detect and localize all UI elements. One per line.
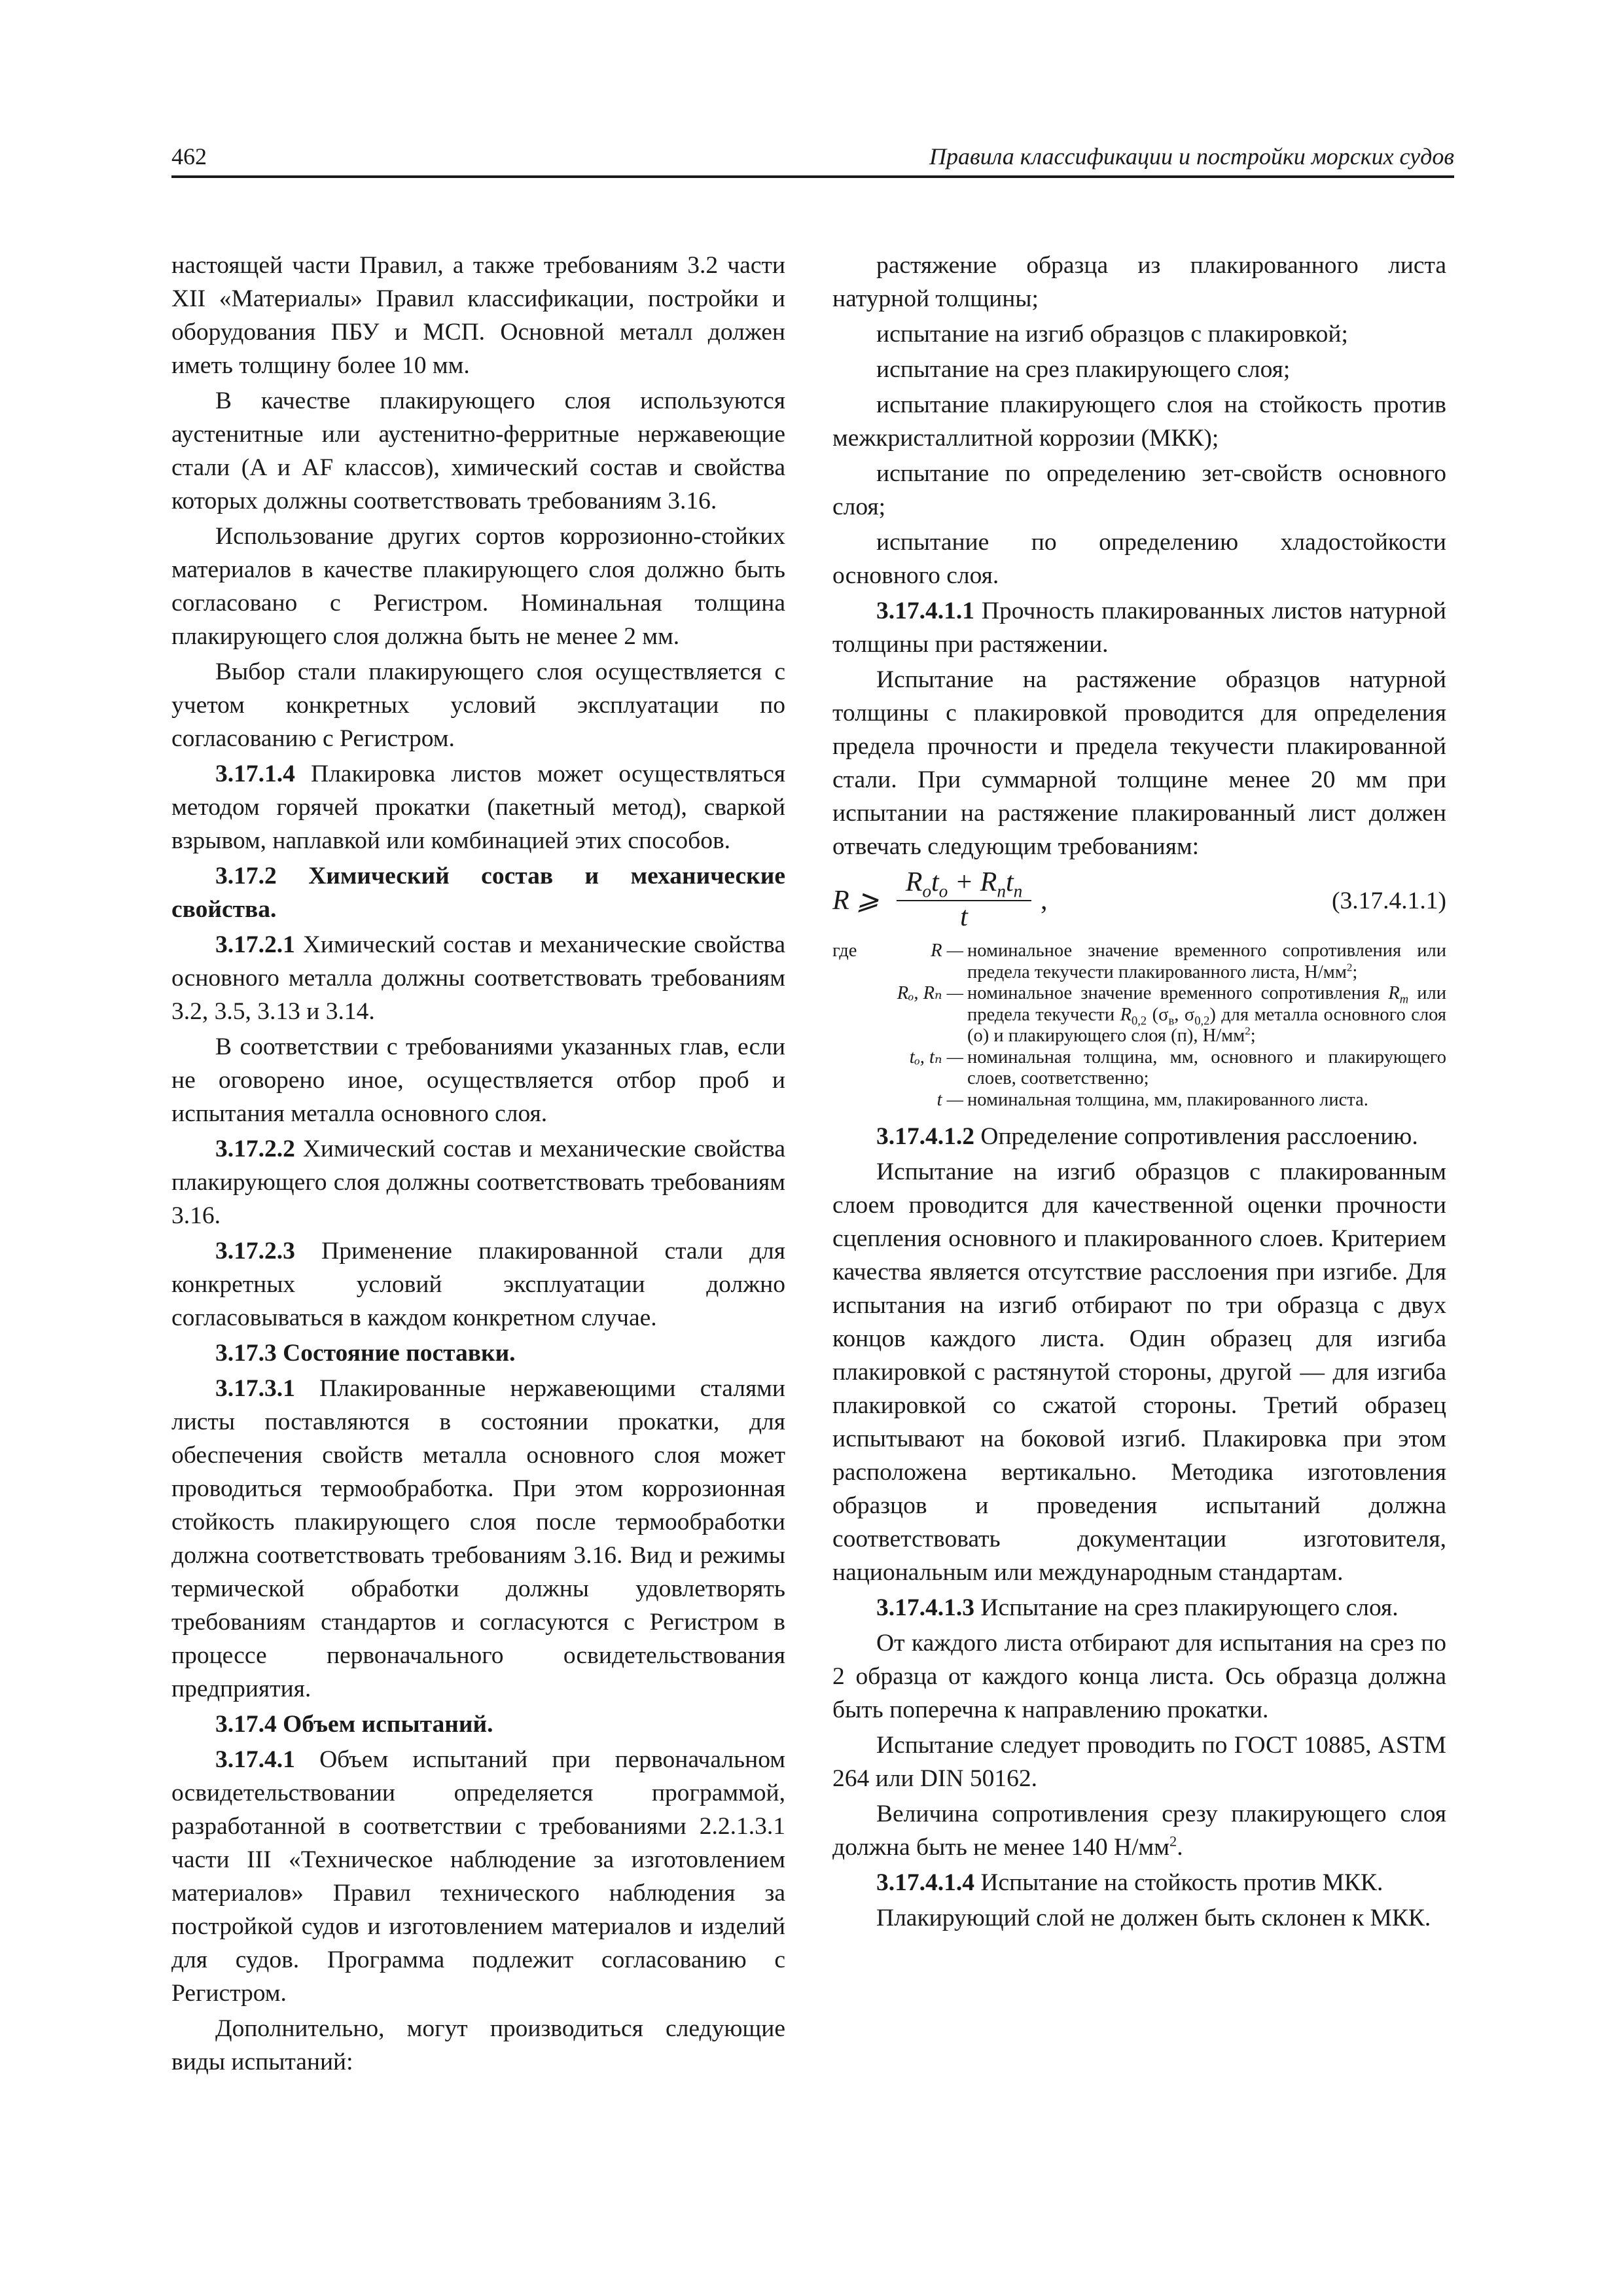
heading-3-17-4: 3.17.4 Объем испытаний. [215,1711,493,1738]
section-number: 3.17.4.1 [215,1746,295,1773]
paragraph: Плакирующий слой не должен быть склонен к МКК. [876,1905,1431,1931]
list-item: испытание плакирующего слоя на стойкость против межкристаллитной коррозии (МКК); [832,391,1446,452]
legend-text: номинальное значение временного сопротивления или предела текучести плакированного листа, $Н/мм^2$; [967,941,1446,982]
paragraph: Выбор стали плакирующего слоя осуществляется с учетом конкретных условий эксплуатации по согласованию с Регистром. [171,658,785,752]
section-3-17-4-1-3 [832,1591,1446,1624]
section-number: 3.17.2.3 [215,1238,295,1265]
section-number: 3.17.1.4 [215,761,295,787]
section-3-17-2-1 [171,928,785,1028]
list-item: испытание на срез плакирующего слоя; [876,356,1291,383]
section-number: 3.17.2.1 [215,931,295,958]
paragraph: Испытание на изгиб образцов с плакированным слоем проводится для качественной оценки прочности сцепления основного и плакированного слоев. Критерием качества является отсутствие расслоения при изгибе. Для испытания на изгиб отбирают по три образца с двух концов каждого листа. Один образец для изгиба плакировкой с растянутой стороны, другой — для изгиба плакировкой со сжатой стороны. Третий образец испытывают на боковой изгиб. Плакировка при этом расположена вертикально. Методика изготовления образцов и проведения испытаний должна соответствовать документации изготовителя, национальным или международным стандартам. [832,1158,1446,1586]
section-text: Плакированные нержавеющими сталями листы поставляются в состоянии прокатки, для обеспечения свойств металла основного слоя может проводиться термообработка. При этом коррозионная стойкость плакирующего слоя после термообработки должна соответствовать требованиям 3.16. Вид и режимы термической обработки должны удовлетворять требованиям стандартов и согласуются с Регистром в процессе первоначального освидетельствования предприятия. [171,1375,785,1702]
section-3-17-4-1 [171,1743,785,2010]
section-3-17-4-1-2 [832,1120,1446,1153]
legend-text: номинальная толщина, мм, плакированного листа. [967,1089,1368,1110]
paragraph: Испытание на растяжение образцов натурной толщины с плакировкой проводится для определения предела прочности и предела текучести плакированной стали. При суммарной толщине менее 20 мм при испытании на растяжение плакированный лист должен отвечать следующим требованиям: [832,666,1446,860]
paragraph: Испытание следует проводить по ГОСТ 10885, ASTM 264 или DIN 50162. [832,1732,1446,1792]
legend-symbol: R — [931,941,963,961]
legend-text: номинальная толщина, мм, основного и плакирующего слоев, соответственно; [967,1047,1446,1088]
formula-comma: , [1041,886,1048,916]
page-number: 462 [171,143,207,170]
formula-denominator: t [960,902,968,932]
paragraph: настоящей части Правил, а также требованиям 3.2 части XII «Материалы» Правил классификации, постройки и оборудования ПБУ и МСП. Основной металл должен иметь толщину более 10 мм. [171,252,785,379]
section-text: Прочность плакированных листов натурной толщины при растяжении. [832,598,1446,658]
list-item: испытание по определению хладостойкости основного слоя. [832,529,1446,589]
section-text: Испытание на срез плакирующего слоя. [974,1594,1399,1621]
paragraph: Величина сопротивления срезу плакирующего слоя должна быть не менее 140 $Н/мм^2$. [832,1801,1446,1861]
heading-3-17-2: 3.17.2 Химический состав и механические свойства. [171,863,785,923]
equation-number: (3.17.4.1.1) [1332,888,1446,914]
section-number: 3.17.4.1.4 [876,1869,974,1896]
section-3-17-2-3 [171,1234,785,1335]
legend-text: номинальное значение временного сопротивления $R_m$ или предела текучести $R_{0,2}$ ($\sigma_в$, $\sigma_{0,2}$) для металла основного слоя (о) и плакирующего слоя (п), $Н/мм^2$; [967,983,1446,1046]
section-number: 3.17.2.2 [215,1136,295,1162]
legend-row-t [832,1090,1446,1111]
heading-3-17-3: 3.17.3 Состояние поставки. [215,1340,516,1367]
list-item: растяжение образца из плакированного листа натурной толщины; [832,252,1446,312]
section-number: 3.17.4.1.2 [876,1123,974,1150]
section-3-17-4-1-4 [832,1866,1446,1899]
paragraph: Дополнительно, могут производиться следующие виды испытаний: [171,2015,785,2075]
section-text: Определение сопротивления расслоению. [974,1123,1418,1150]
formula-fraction [897,866,1031,933]
legend-row-ro-rn [832,983,1446,1047]
legend-symbol: tₒ, tₙ — [909,1047,963,1067]
legend-row-r [832,941,1446,983]
section-text: Плакировка листов может осуществляться методом горячей прокатки (пакетный метод), сваркой взрывом, наплавкой или комбинацией этих способов. [171,761,785,854]
book-title: Правила классификации и постройки морских судов [929,143,1454,170]
section-text: Испытание на стойкость против МКК. [974,1869,1383,1896]
section-text: Применение плакированной стали для конкретных условий эксплуатации должно согласовываться в каждом конкретном случае. [171,1238,785,1331]
list-item: испытание на изгиб образцов с плакировкой; [876,321,1348,348]
formula-3-17-4-1-1 [832,866,1446,934]
header-rule [171,175,1454,178]
legend-symbol: t — [936,1089,963,1110]
legend-where: где [832,941,857,961]
paragraph: Использование других сортов коррозионно-стойких материалов в качестве плакирующего слоя должно быть согласовано с Регистром. Номинальная толщина плакирующего слоя должна быть не менее 2 мм. [171,523,785,650]
section-text: Химический состав и механические свойства основного металла должны соответствовать требованиям 3.2, 3.5, 3.13 и 3.14. [171,931,785,1025]
section-text: Объем испытаний при первоначальном освидетельствовании определяется программой, разработанной в соответствии с требованиями 2.2.1.3.1 части III «Техническое наблюдение за изготовлением материалов» Правил технического наблюдения за постройкой судов и изготовлением материалов и изделий для судов. Программа подлежит согласованию с Регистром. [171,1746,785,2007]
section-number: 3.17.4.1.1 [876,598,974,624]
section-3-17-1-4 [171,757,785,857]
section-text: Химический состав и механические свойства плакирующего слоя должны соответствовать требованиям 3.16. [171,1136,785,1229]
list-item: испытание по определению зет-свойств основного слоя; [832,460,1446,520]
section-number: 3.17.3.1 [215,1375,295,1402]
section-3-17-2-2 [171,1132,785,1232]
paragraph: От каждого листа отбирают для испытания на срез по 2 образца от каждого конца листа. Ось образца должна быть поперечна к направлению прокатки. [832,1630,1446,1723]
paragraph: В соответствии с требованиями указанных глав, если не оговорено иное, осуществляется отбор проб и испытания металла основного слоя. [171,1033,785,1127]
formula-legend [832,941,1446,1111]
right-column [832,249,1446,1937]
formula-numerator: $R_ot_o + R_nt_n$ [905,867,1023,901]
legend-row-to-tn [832,1047,1446,1090]
section-3-17-3-1 [171,1372,785,1706]
formula-lhs: R ⩾ [832,886,880,916]
section-3-17-4-1-1 [832,594,1446,661]
section-number: 3.17.4.1.3 [876,1594,974,1621]
left-column [171,249,785,2081]
paragraph: В качестве плакирующего слоя используются аустенитные или аустенитно-ферритные нержавеющие стали (A и AF классов), химический состав и свойства которых должны соответствовать требованиям 3.16. [171,387,785,514]
legend-symbol: Rₒ, Rₙ — [897,983,963,1003]
